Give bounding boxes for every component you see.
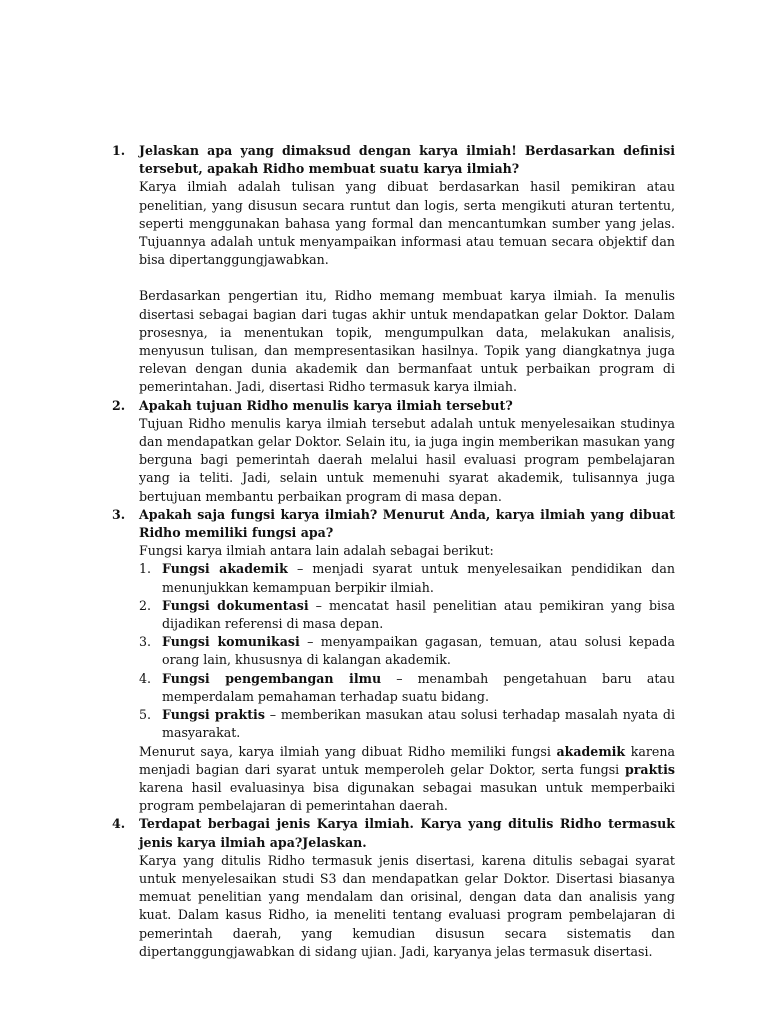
opinion-emphasis: praktis [624,761,675,777]
opinion-text: karena menjadi bagian dari syarat untuk memperoleh gelar Doktor, serta fungsi [139,743,675,777]
opinion-emphasis: akademik [556,743,626,759]
function-description: – mencatat hasil penelitian atau pemikiran yang bisa dijadikan referensi di masa depan. [162,597,676,632]
function-number: 2. [139,597,152,613]
function-number: 3. [139,634,152,650]
answer-intro: Fungsi karya ilmiah antara lain adalah sebagai berikut: [139,543,494,559]
question-number: 4. [112,816,126,832]
function-description: – memberikan masukan atau solusi terhadap masalah nyata di masyarakat. [162,707,675,741]
question-3 [112,506,675,815]
question-2 [112,397,675,506]
answer-paragraph: Karya yang ditulis Ridho termasuk jenis disertasi, karena ditulis sebagai syarat untuk menyelesaikan studi S3 dan mendapatkan gelar Doktor. Disertasi biasanya memuat penelitian yang mendalam dan orisinal, dengan data dan analisis yang kuat. Dalam kasus Ridho, ia meneliti tentang evaluasi program pembelajaran di pemerintah daerah, yang kemudian disusun secara sistematis dan dipertanggungjawabkan di sidang ujian. Jadi, karyanya jelas termasuk disertasi. [139,852,675,959]
opinion-text: karena hasil evaluasinya bisa digunakan sebagai masukan untuk memperbaiki program pembelajaran di pemerintahan daerah. [139,779,675,814]
function-term: Fungsi akademik [162,561,288,577]
function-term: Fungsi praktis [162,707,265,723]
question-title: Apakah tujuan Ridho menulis karya ilmiah tersebut? [139,397,513,413]
function-description: – menjadi syarat untuk menyelesaikan pendidikan dan menunjukkan kemampuan berpikir ilmiah. [162,561,675,595]
function-number: 5. [139,707,152,723]
question-title: Terdapat berbagai jenis Karya ilmiah. Karya yang ditulis Ridho termasuk jenis karya ilmiah apa?Jelaskan. [139,816,675,850]
paragraph-gap [139,269,675,287]
function-term: Fungsi pengembangan ilmu [162,670,382,686]
question-title: Jelaskan apa yang dimaksud dengan karya ilmiah! Berdasarkan definisi tersebut, apakah Ridho membuat suatu karya ilmiah? [139,143,675,177]
question-4 [112,815,675,961]
function-description: – menambah pengetahuan baru atau memperdalam pemahaman terhadap suatu bidang. [162,670,676,704]
function-item [139,597,675,633]
function-item [139,670,675,706]
question-1 [112,142,675,397]
question-number: 3. [112,506,126,522]
question-list [112,142,675,961]
question-number: 2. [112,397,126,413]
function-description: – menyampaikan gagasan, temuan, atau solusi kepada orang lain, khususnya di kalangan akademik. [162,634,675,668]
function-item [139,633,675,669]
function-term: Fungsi dokumentasi [162,597,309,613]
function-term: Fungsi komunikasi [162,634,300,650]
function-number: 4. [139,670,152,686]
opinion-paragraph [139,743,675,816]
opinion-text: Menurut saya, karya ilmiah yang dibuat Ridho memiliki fungsi [139,743,557,759]
question-title: Apakah saja fungsi karya ilmiah? Menurut Anda, karya ilmiah yang dibuat Ridho memiliki fungsi apa? [139,506,675,541]
answer-paragraph: Berdasarkan pengertian itu, Ridho memang membuat karya ilmiah. Ia menulis disertasi sebagai bagian dari tugas akhir untuk mendapatkan gelar Doktor. Dalam prosesnya, ia menentukan topik, mengumpulkan data, melakukan analisis, menyusun tulisan, dan mempresentasikan hasilnya. Topik yang diangkatnya juga relevan dengan dunia akademik dan bermanfaat untuk perbaikan program di pemerintahan. Jadi, disertasi Ridho termasuk karya ilmiah. [139,288,675,395]
function-number: 1. [139,561,152,577]
function-list [139,560,675,742]
function-item [139,706,675,742]
function-item [139,560,675,596]
answer-paragraph: Karya ilmiah adalah tulisan yang dibuat berdasarkan hasil pemikiran atau penelitian, yang disusun secara runtut dan logis, serta mengikuti aturan tertentu, seperti menggunakan bahasa yang formal dan mencantumkan sumber yang jelas. Tujuannya adalah untuk menyampaikan informasi atau temuan secara objektif dan bisa dipertanggungjawabkan. [139,179,675,268]
answer-paragraph: Tujuan Ridho menulis karya ilmiah tersebut adalah untuk menyelesaikan studinya dan mendapatkan gelar Doktor. Selain itu, ia juga ingin memberikan masukan yang berguna bagi pemerintah daerah melalui hasil evaluasi program pembelajaran yang ia teliti. Jadi, selain untuk memenuhi syarat akademik, tulisannya juga bertujuan membantu perbaikan program di masa depan. [139,415,675,504]
question-number: 1. [112,143,126,158]
